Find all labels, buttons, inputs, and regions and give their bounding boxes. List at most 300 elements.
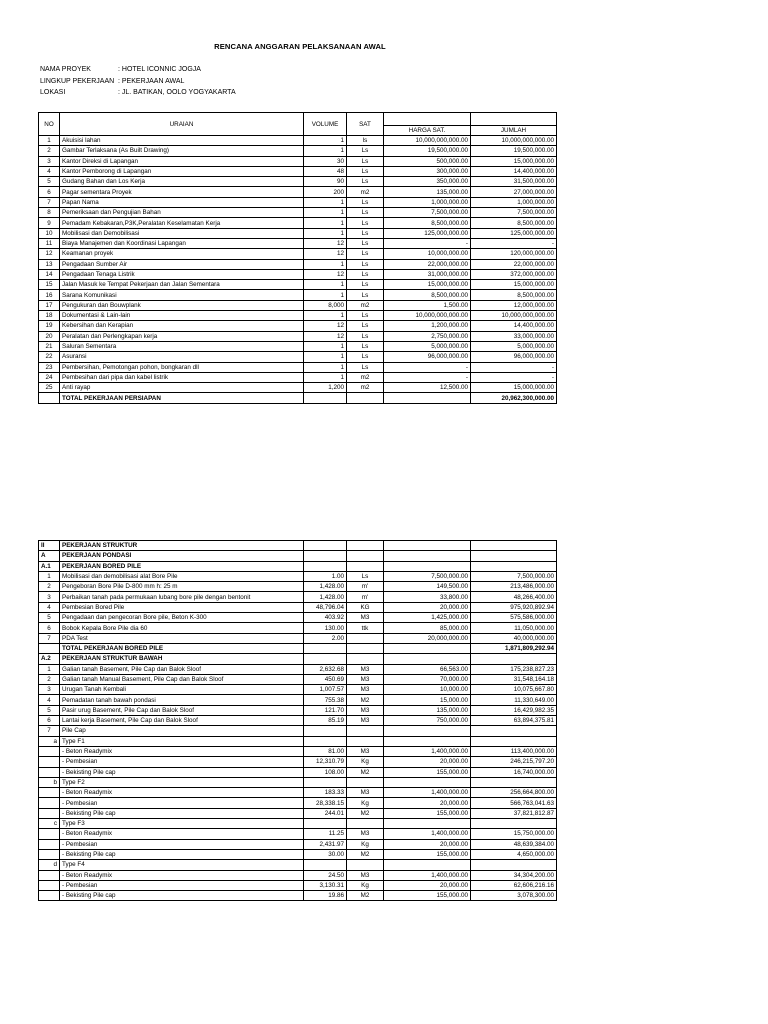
cell-volume: 12 <box>304 238 347 248</box>
cell-sat: M2 <box>347 808 384 818</box>
cell-jumlah: 37,821,812.87 <box>471 808 557 818</box>
cell-harga-sat: 10,000.00 <box>384 685 471 695</box>
cell-no: 4 <box>39 602 60 612</box>
cell-volume <box>304 654 347 664</box>
cell-volume: 90 <box>304 177 347 187</box>
cell-volume: 1 <box>304 290 347 300</box>
table-row <box>39 716 557 726</box>
cell-jumlah: 246,215,797.20 <box>471 757 557 767</box>
cell-no: 2 <box>39 674 60 684</box>
cell-harga-sat: 1,425,000.00 <box>384 613 471 623</box>
cell-sat <box>347 551 384 561</box>
table-row <box>39 736 557 746</box>
cell-jumlah: 575,586,000.00 <box>471 613 557 623</box>
cell-uraian: Dokumentasi & Lain-lain <box>60 311 304 321</box>
table-row <box>39 561 557 571</box>
table-row <box>39 290 557 300</box>
cell-sat: Ls <box>347 290 384 300</box>
cell-sat <box>347 633 384 643</box>
cell-no <box>39 829 60 839</box>
cell-uraian: Kantor Direksi di Lapangan <box>60 156 304 166</box>
cell-uraian: Type F4 <box>60 860 304 870</box>
meta-value: : JL. BATIKAN, OOLO YOGYAKARTA <box>118 89 236 96</box>
cell-harga-sat: 10,000,000,000.00 <box>384 136 471 146</box>
cell-uraian: Peralatan dan Perlengkapan kerja <box>60 331 304 341</box>
table-row <box>39 208 557 218</box>
cell-jumlah: 40,000,000.00 <box>471 633 557 643</box>
cell-jumlah: - <box>471 362 557 372</box>
table-row <box>39 633 557 643</box>
cell-sat: m2 <box>347 300 384 310</box>
table-row <box>39 654 557 664</box>
cell-jumlah: 15,750,000.00 <box>471 829 557 839</box>
cell-jumlah: 7,500,000.00 <box>471 571 557 581</box>
cell-harga-sat: 20,000,000.00 <box>384 633 471 643</box>
cell-jumlah: 7,500,000.00 <box>471 208 557 218</box>
cell-volume: 1 <box>304 341 347 351</box>
table-row <box>39 664 557 674</box>
table-row <box>39 136 557 146</box>
cell-sat <box>347 736 384 746</box>
cell-harga-sat: 1,400,000.00 <box>384 788 471 798</box>
cell-jumlah: 113,400,000.00 <box>471 746 557 756</box>
cell-harga-sat: 96,000,000.00 <box>384 352 471 362</box>
cell-no: 16 <box>39 290 60 300</box>
cell-uraian: Pasir urug Basement, Pile Cap dan Balok Sloof <box>60 705 304 715</box>
cell-volume: 1,428.00 <box>304 592 347 602</box>
cell-no: 22 <box>39 352 60 362</box>
cell-volume <box>304 541 347 551</box>
cell-no: 4 <box>39 166 60 176</box>
cell-sat: Kg <box>347 880 384 890</box>
preparation-works-table <box>38 112 557 404</box>
cell-no: A.2 <box>39 654 60 664</box>
cell-sat: M3 <box>347 685 384 695</box>
header-no: NO <box>39 113 60 136</box>
cell-volume: 12 <box>304 249 347 259</box>
cell-uraian: Pembesihan dari pipa dan kabel listrik <box>60 372 304 382</box>
cell-no: 19 <box>39 321 60 331</box>
cell-sat: Ls <box>347 311 384 321</box>
cell-uraian: Pemadam Kebakaran,P3K,Peralatan Keselamatan Kerja <box>60 218 304 228</box>
cell-volume: 755.38 <box>304 695 347 705</box>
cell-uraian: PEKERJAAN STRUKTUR <box>60 541 304 551</box>
cell-no <box>39 788 60 798</box>
cell-sat: m' <box>347 582 384 592</box>
cell-harga-sat: 5,000,000.00 <box>384 341 471 351</box>
cell-sat: M3 <box>347 746 384 756</box>
cell-harga-sat: 300,000.00 <box>384 166 471 176</box>
cell-sat: ls <box>347 136 384 146</box>
cell-no: 9 <box>39 218 60 228</box>
cell-volume: 2,632.68 <box>304 664 347 674</box>
cell-sat: M3 <box>347 870 384 880</box>
cell-uraian: Type F2 <box>60 777 304 787</box>
cell-volume: 30 <box>304 156 347 166</box>
cell-volume: 2,431.97 <box>304 839 347 849</box>
cell-volume: 1 <box>304 352 347 362</box>
cell-jumlah: 27,000,000.00 <box>471 187 557 197</box>
cell-jumlah: 10,000,000,000.00 <box>471 311 557 321</box>
table-row <box>39 870 557 880</box>
cell-no <box>39 643 60 653</box>
cell-sat: Ls <box>347 341 384 351</box>
cell-harga-sat: 66,563.00 <box>384 664 471 674</box>
table-row <box>39 383 557 393</box>
total-value: 20,962,300,000.00 <box>471 393 557 403</box>
cell-no: 3 <box>39 685 60 695</box>
table-row <box>39 156 557 166</box>
table-row <box>39 269 557 279</box>
cell-jumlah: 33,000,000.00 <box>471 331 557 341</box>
cell-jumlah <box>471 551 557 561</box>
table-row <box>39 839 557 849</box>
cell-no: 23 <box>39 362 60 372</box>
blank-cell <box>39 393 60 403</box>
cell-sat: Kg <box>347 839 384 849</box>
cell-volume: 403.92 <box>304 613 347 623</box>
cell-sat <box>347 860 384 870</box>
cell-harga-sat: 350,000.00 <box>384 177 471 187</box>
table-row <box>39 880 557 890</box>
cell-uraian: - Bekisting Pile cap <box>60 767 304 777</box>
cell-volume: 12 <box>304 321 347 331</box>
cell-no: 10 <box>39 228 60 238</box>
cell-uraian: - Pembesian <box>60 798 304 808</box>
cell-jumlah: 48,639,384.00 <box>471 839 557 849</box>
cell-jumlah: 11,050,000.00 <box>471 623 557 633</box>
cell-jumlah: 15,000,000.00 <box>471 383 557 393</box>
cell-sat: M3 <box>347 788 384 798</box>
cell-sat: Ls <box>347 259 384 269</box>
cell-harga-sat: - <box>384 238 471 248</box>
cell-no <box>39 880 60 890</box>
table-row <box>39 311 557 321</box>
table-row <box>39 849 557 859</box>
cell-jumlah: 15,000,000.00 <box>471 156 557 166</box>
header-volume: VOLUME <box>304 113 347 136</box>
cell-volume: 1,428.00 <box>304 582 347 592</box>
cell-sat: Ls <box>347 269 384 279</box>
header-harga-sat: HARGA SAT. <box>384 126 471 136</box>
cell-sat: Ls <box>347 331 384 341</box>
cell-uraian: Pemadatan tanah bawah pondasi <box>60 695 304 705</box>
cell-volume: 244.01 <box>304 808 347 818</box>
cell-harga-sat: 1,500.00 <box>384 300 471 310</box>
cell-sat: Ls <box>347 362 384 372</box>
cell-uraian: Pile Cap <box>60 726 304 736</box>
cell-sat <box>347 819 384 829</box>
cell-harga-sat: 15,000,000.00 <box>384 280 471 290</box>
cell-sat: M3 <box>347 613 384 623</box>
structure-works-table <box>38 540 557 901</box>
cell-harga-sat: 20,000.00 <box>384 757 471 767</box>
cell-uraian: Type F1 <box>60 736 304 746</box>
cell-volume: 1 <box>304 218 347 228</box>
cell-volume: 8,000 <box>304 300 347 310</box>
cell-uraian: Papan Nama <box>60 197 304 207</box>
cell-uraian: Akuisisi lahan <box>60 136 304 146</box>
cell-harga-sat <box>384 643 471 653</box>
cell-jumlah: 8,500,000.00 <box>471 218 557 228</box>
cell-uraian: Galian tanah Basement, Pile Cap dan Balok Sloof <box>60 664 304 674</box>
cell-jumlah: 10,075,667.80 <box>471 685 557 695</box>
cell-uraian: Jalan Masuk ke Tempat Pekerjaan dan Jalan Sementara <box>60 280 304 290</box>
table-body <box>39 136 557 404</box>
cell-sat: M3 <box>347 674 384 684</box>
cell-no <box>39 849 60 859</box>
cell-volume: 3,130.31 <box>304 880 347 890</box>
blank-cell <box>304 393 347 403</box>
cell-harga-sat: 750,000.00 <box>384 716 471 726</box>
cell-no: a <box>39 736 60 746</box>
cell-jumlah: 15,000,000.00 <box>471 280 557 290</box>
table-row <box>39 197 557 207</box>
table-row <box>39 228 557 238</box>
cell-sat: Kg <box>347 757 384 767</box>
blank-cell <box>347 393 384 403</box>
cell-uraian: - Beton Readymix <box>60 870 304 880</box>
cell-uraian: Gudang Bahan dan Los Kerja <box>60 177 304 187</box>
cell-jumlah: 10,000,000,000.00 <box>471 136 557 146</box>
table-row <box>39 613 557 623</box>
cell-jumlah: 175,238,827.23 <box>471 664 557 674</box>
table-row <box>39 551 557 561</box>
cell-sat: Ls <box>347 218 384 228</box>
cell-sat: Ls <box>347 166 384 176</box>
cell-uraian: Galian tanah Manual Basement, Pile Cap dan Balok Sloof <box>60 674 304 684</box>
cell-no: 6 <box>39 716 60 726</box>
table-row <box>39 746 557 756</box>
table-row <box>39 695 557 705</box>
cell-uraian: Pembersihan, Pemotongan pohon, bongkaran dll <box>60 362 304 372</box>
cell-harga-sat: 70,000.00 <box>384 674 471 684</box>
cell-harga-sat: 1,200,000.00 <box>384 321 471 331</box>
header-sat: SAT <box>347 113 384 136</box>
cell-no: 25 <box>39 383 60 393</box>
cell-no: 7 <box>39 633 60 643</box>
cell-volume: 1.00 <box>304 571 347 581</box>
cell-harga-sat: 2,750,000.00 <box>384 331 471 341</box>
cell-volume <box>304 726 347 736</box>
cell-jumlah: 96,000,000.00 <box>471 352 557 362</box>
cell-sat: Ls <box>347 208 384 218</box>
cell-uraian: Pemeriksaan dan Pengujian Bahan <box>60 208 304 218</box>
cell-jumlah: 12,000,000.00 <box>471 300 557 310</box>
cell-volume: 200 <box>304 187 347 197</box>
table-row <box>39 372 557 382</box>
cell-sat: m' <box>347 592 384 602</box>
cell-harga-sat: 85,000.00 <box>384 623 471 633</box>
cell-uraian: Pagar sementara Proyek <box>60 187 304 197</box>
cell-volume: 1 <box>304 136 347 146</box>
cell-harga-sat: 8,500,000.00 <box>384 218 471 228</box>
cell-jumlah <box>471 819 557 829</box>
cell-sat: Ls <box>347 228 384 238</box>
cell-sat: Ls <box>347 249 384 259</box>
cell-harga-sat: - <box>384 362 471 372</box>
cell-sat: ttk <box>347 623 384 633</box>
table-row <box>39 341 557 351</box>
table-row <box>39 249 557 259</box>
cell-uraian: Pengadaan Sumber Air <box>60 259 304 269</box>
total-row <box>39 393 557 403</box>
cell-uraian: Bobok Kepala Bore Pile dia 60 <box>60 623 304 633</box>
cell-harga-sat <box>384 561 471 571</box>
cell-no: c <box>39 819 60 829</box>
cell-uraian: - Beton Readymix <box>60 788 304 798</box>
cell-no: 1 <box>39 571 60 581</box>
cell-harga-sat: 22,000,000.00 <box>384 259 471 269</box>
cell-uraian: Pengadaan Tenaga Listrik <box>60 269 304 279</box>
cell-no: d <box>39 860 60 870</box>
table-row <box>39 146 557 156</box>
cell-uraian: Sarana Komunikasi <box>60 290 304 300</box>
cell-harga-sat: 31,000,000.00 <box>384 269 471 279</box>
cell-volume: 1 <box>304 146 347 156</box>
cell-no: 18 <box>39 311 60 321</box>
cell-no: 6 <box>39 187 60 197</box>
cell-harga-sat: 1,400,000.00 <box>384 829 471 839</box>
cell-jumlah: 31,500,000.00 <box>471 177 557 187</box>
table-row <box>39 166 557 176</box>
cell-jumlah: 22,000,000.00 <box>471 259 557 269</box>
cell-uraian: Kantor Pemborong di Lapangan <box>60 166 304 176</box>
cell-jumlah: 16,429,982.35 <box>471 705 557 715</box>
header-blank <box>471 113 557 126</box>
cell-volume: 30.00 <box>304 849 347 859</box>
cell-harga-sat: - <box>384 372 471 382</box>
cell-uraian: Type F3 <box>60 819 304 829</box>
cell-harga-sat: 10,000,000.00 <box>384 249 471 259</box>
cell-sat: M3 <box>347 829 384 839</box>
cell-harga-sat: 20,000.00 <box>384 602 471 612</box>
cell-volume: 12,310.79 <box>304 757 347 767</box>
cell-harga-sat: 7,500,000.00 <box>384 571 471 581</box>
cell-no: 17 <box>39 300 60 310</box>
cell-volume: 12 <box>304 269 347 279</box>
cell-volume: 1 <box>304 280 347 290</box>
document-title: RENCANA ANGGARAN PELAKSANAAN AWAL <box>214 42 386 51</box>
cell-uraian: - Pembesian <box>60 839 304 849</box>
cell-uraian: - Bekisting Pile cap <box>60 849 304 859</box>
cell-volume: 130.00 <box>304 623 347 633</box>
cell-volume: 48,796.04 <box>304 602 347 612</box>
table-row <box>39 643 557 653</box>
cell-sat: m2 <box>347 383 384 393</box>
cell-harga-sat: 1,400,000.00 <box>384 746 471 756</box>
cell-volume: 1 <box>304 372 347 382</box>
cell-uraian: PEKERJAAN PONDASI <box>60 551 304 561</box>
cell-jumlah: - <box>471 238 557 248</box>
cell-volume: 2.00 <box>304 633 347 643</box>
cell-volume: 12 <box>304 331 347 341</box>
table-row <box>39 808 557 818</box>
cell-harga-sat: 149,500.00 <box>384 582 471 592</box>
cell-jumlah <box>471 777 557 787</box>
cell-uraian: Urugan Tanah Kembali <box>60 685 304 695</box>
cell-harga-sat <box>384 551 471 561</box>
cell-sat: M2 <box>347 767 384 777</box>
cell-no: 13 <box>39 259 60 269</box>
cell-jumlah: 566,763,041.63 <box>471 798 557 808</box>
cell-sat: Ls <box>347 280 384 290</box>
cell-no <box>39 891 60 901</box>
cell-no: 24 <box>39 372 60 382</box>
cell-sat: M2 <box>347 891 384 901</box>
cell-harga-sat <box>384 654 471 664</box>
cell-sat: Kg <box>347 798 384 808</box>
table-row <box>39 218 557 228</box>
cell-harga-sat: 19,500,000.00 <box>384 146 471 156</box>
cell-no: b <box>39 777 60 787</box>
table-row <box>39 177 557 187</box>
cell-harga-sat: 33,800.00 <box>384 592 471 602</box>
cell-harga-sat: 155,000.00 <box>384 849 471 859</box>
blank-cell <box>384 393 471 403</box>
cell-uraian: PEKERJAAN STRUKTUR BAWAH <box>60 654 304 664</box>
cell-uraian: Biaya Manajemen dan Koordinasi Lapangan <box>60 238 304 248</box>
table-row <box>39 891 557 901</box>
cell-volume: 1 <box>304 362 347 372</box>
cell-no: A.1 <box>39 561 60 571</box>
cell-uraian: Kebersihan dan Kerapian <box>60 321 304 331</box>
cell-jumlah <box>471 726 557 736</box>
table-row <box>39 767 557 777</box>
table-row <box>39 321 557 331</box>
cell-sat: M3 <box>347 705 384 715</box>
cell-sat: Ls <box>347 197 384 207</box>
cell-sat <box>347 777 384 787</box>
cell-jumlah <box>471 736 557 746</box>
cell-jumlah: 3,078,300.00 <box>471 891 557 901</box>
cell-no <box>39 757 60 767</box>
cell-jumlah: 213,486,000.00 <box>471 582 557 592</box>
cell-uraian: - Pembesian <box>60 757 304 767</box>
table-row <box>39 726 557 736</box>
cell-volume: 1 <box>304 208 347 218</box>
table-body <box>39 541 557 901</box>
cell-sat: Ls <box>347 146 384 156</box>
cell-uraian: Gambar Terlaksana (As Built Drawing) <box>60 146 304 156</box>
cell-volume <box>304 561 347 571</box>
cell-uraian: Mobilisasi dan demobilisasi alat Bore Pile <box>60 571 304 581</box>
cell-no: 3 <box>39 592 60 602</box>
cell-uraian: Lantai kerja Basement, Pile Cap dan Balok Sloof <box>60 716 304 726</box>
meta-value: : HOTEL ICONNIC JOGJA <box>118 66 201 73</box>
cell-uraian: PDA Test <box>60 633 304 643</box>
cell-no: 2 <box>39 146 60 156</box>
cell-no: 14 <box>39 269 60 279</box>
table-row <box>39 541 557 551</box>
cell-jumlah <box>471 541 557 551</box>
table-row <box>39 757 557 767</box>
cell-no: 7 <box>39 197 60 207</box>
header-jumlah: JUMLAH <box>471 126 557 136</box>
cell-no: 20 <box>39 331 60 341</box>
cell-jumlah: 975,920,892.94 <box>471 602 557 612</box>
cell-harga-sat: 155,000.00 <box>384 767 471 777</box>
cell-harga-sat: 20,000.00 <box>384 880 471 890</box>
cell-sat: M2 <box>347 849 384 859</box>
cell-volume <box>304 551 347 561</box>
cell-sat: Ls <box>347 177 384 187</box>
cell-jumlah <box>471 561 557 571</box>
cell-jumlah: - <box>471 372 557 382</box>
cell-jumlah: 1,871,809,292.94 <box>471 643 557 653</box>
cell-sat: Ls <box>347 352 384 362</box>
cell-jumlah: 11,330,649.00 <box>471 695 557 705</box>
